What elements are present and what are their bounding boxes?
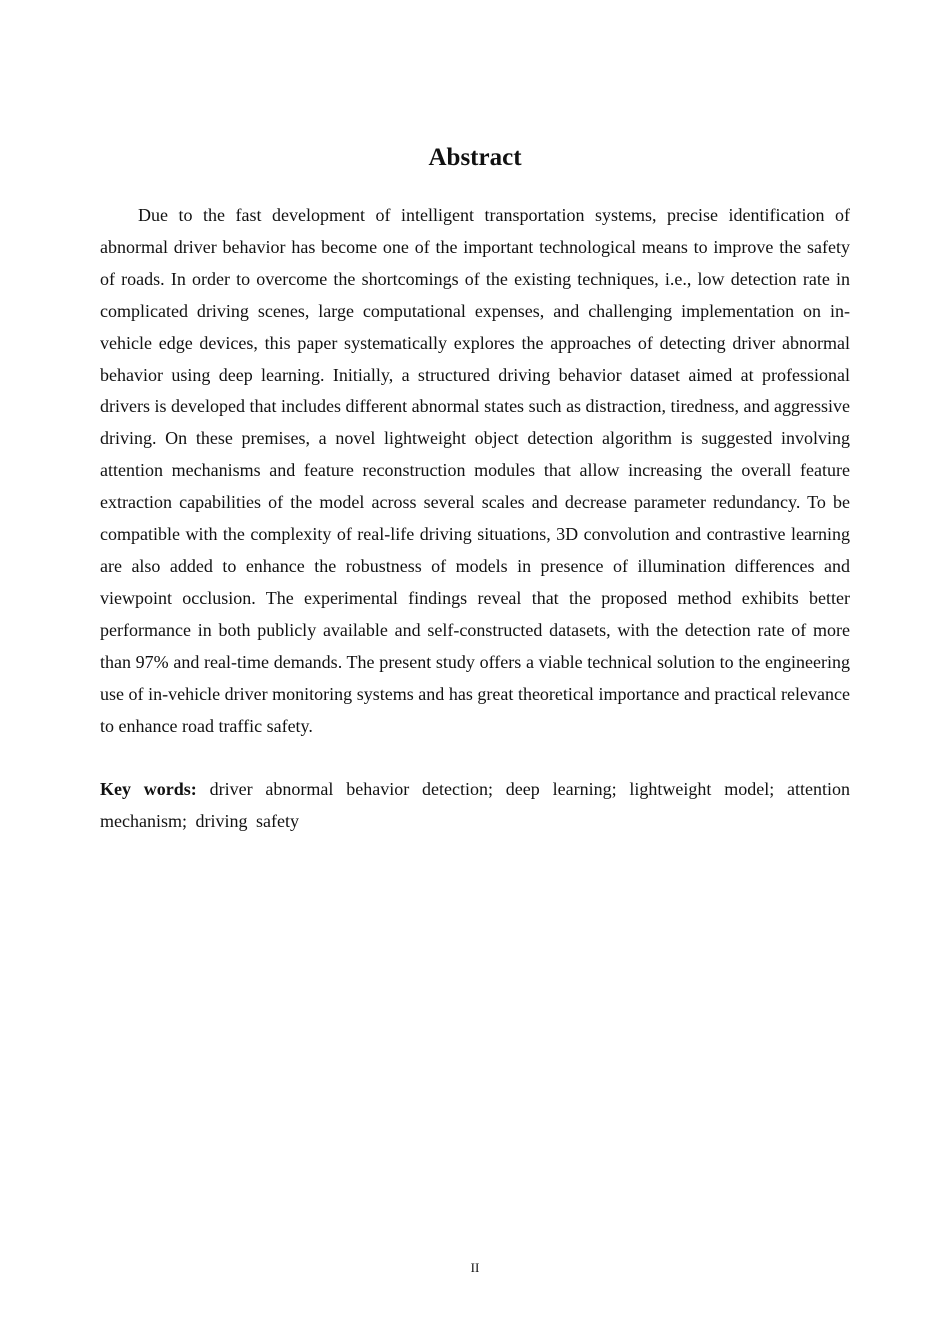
page-number: II <box>470 1260 480 1275</box>
keywords-line <box>100 774 850 838</box>
page-title: Abstract <box>428 144 522 171</box>
abstract-paragraph: Due to the fast development of intelligent transportation systems, precise identification of abnormal driver behavior has become one of the important technological means to improve the safety of roads. In order to overcome the shortcomings of the existing techniques, i.e., low detection rate in complicated driving scenes, large computational expenses, and challenging implementation on in-vehicle edge devices, this paper systematically explores the approaches of detecting driver abnormal behavior using deep learning. Initially, a structured driving behavior dataset aimed at professional drivers is developed that includes different abnormal states such as distraction, tiredness, and aggressive driving. On these premises, a novel lightweight object detection algorithm is suggested involving attention mechanisms and feature reconstruction modules that allow increasing the overall feature extraction capabilities of the model across several scales and decrease parameter redundancy. To be compatible with the complexity of real-life driving situations, 3D convolution and contrastive learning are also added to enhance the robustness of models in presence of illumination differences and viewpoint occlusion. The experimental findings reveal that the proposed method exhibits better performance in both publicly available and self-constructed datasets, with the detection rate of more than 97% and real-time demands. The present study offers a viable technical solution to the engineering use of in-vehicle driver monitoring systems and has great theoretical importance and practical relevance to enhance road traffic safety. <box>100 205 850 736</box>
keywords-text: driver abnormal behavior detection; deep learning; lightweight model; attention mechanism; driving safety <box>100 779 850 831</box>
keywords-label: Key words: <box>100 779 197 799</box>
